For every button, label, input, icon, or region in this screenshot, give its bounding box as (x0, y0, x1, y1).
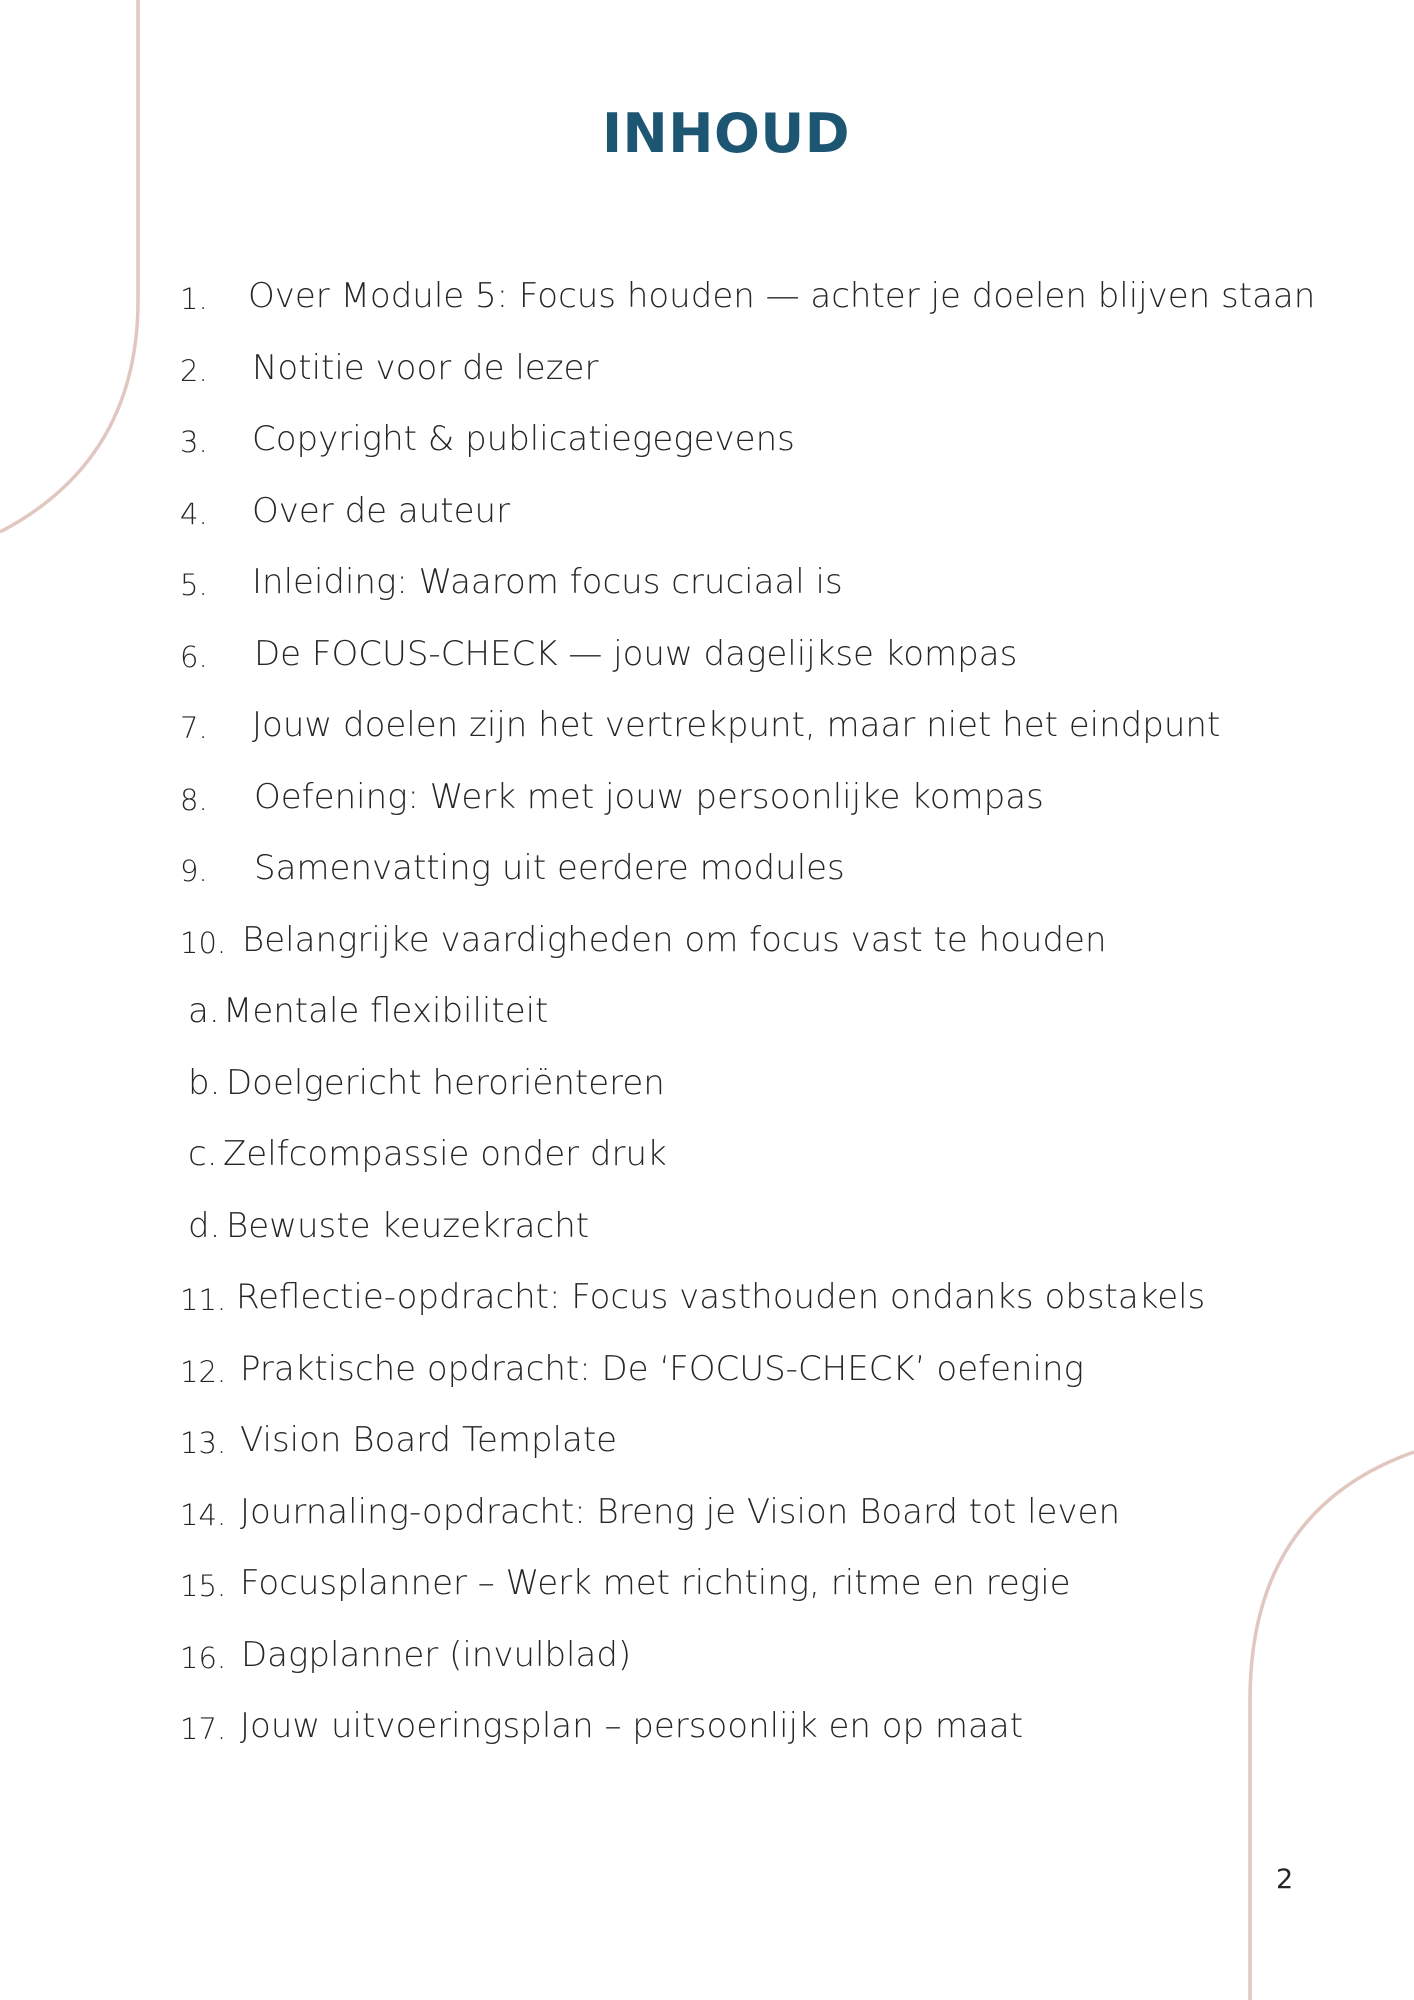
toc-number: 12. (180, 1354, 227, 1389)
toc-entry-11 (180, 1271, 1330, 1343)
toc-entry-6 (180, 628, 1330, 700)
toc-entry-14 (180, 1486, 1330, 1558)
table-of-contents (180, 270, 1330, 1772)
toc-subentry-c (180, 1128, 1330, 1200)
toc-subentry-d (180, 1200, 1330, 1272)
toc-number: 14. (180, 1497, 227, 1532)
toc-title: Zelfcompassie onder druk (223, 1134, 667, 1174)
toc-title: Praktische opdracht: De ‘FOCUS-CHECK’ oefening (240, 1348, 1084, 1389)
toc-entry-3 (180, 413, 1330, 485)
toc-title: Notitie voor de lezer (252, 347, 599, 388)
toc-title: Over de auteur (252, 490, 511, 531)
toc-entry-13 (180, 1414, 1330, 1486)
toc-number: c. (188, 1134, 218, 1174)
toc-number: 10. (180, 925, 227, 960)
toc-entry-7 (180, 699, 1330, 771)
toc-entry-9 (180, 842, 1330, 914)
toc-entry-2 (180, 342, 1330, 414)
toc-entry-1 (180, 270, 1330, 342)
toc-title: Bewuste keuzekracht (226, 1205, 590, 1246)
toc-title: Copyright & publicatiegegevens (252, 419, 795, 459)
toc-number: 3. (180, 425, 208, 459)
toc-entry-5 (180, 556, 1330, 628)
toc-number: 7. (180, 711, 208, 745)
toc-title: Journaling-opdracht: Breng je Vision Board tot leven (240, 1491, 1121, 1532)
toc-title: Dagplanner (invulblad) (241, 1634, 632, 1675)
toc-entry-8 (180, 771, 1330, 843)
toc-number: 11. (180, 1283, 227, 1317)
toc-title: Jouw uitvoeringsplan – persoonlijk en op maat (240, 1706, 1024, 1746)
toc-entry-10 (180, 914, 1330, 986)
toc-number: 16. (180, 1640, 227, 1675)
toc-title: Doelgericht heroriënteren (226, 1062, 665, 1103)
toc-title: Focusplanner – Werk met richting, ritme en regie (240, 1563, 1071, 1603)
top-left-arch-decoration (0, 0, 138, 532)
toc-number: 4. (180, 496, 208, 531)
toc-number: 1. (180, 282, 208, 316)
toc-title: Reflectie-opdracht: Focus vasthouden ondanks obstakels (236, 1277, 1206, 1317)
toc-number: a. (188, 991, 220, 1031)
toc-number: 9. (180, 854, 208, 888)
page-number: 2 (1276, 1864, 1294, 1895)
toc-number: 17. (180, 1712, 227, 1746)
page-title: INHOUD (601, 102, 851, 165)
toc-number: 6. (180, 639, 208, 674)
toc-title: Samenvatting uit eerdere modules (254, 848, 845, 888)
toc-title: Over Module 5: Focus houden — achter je doelen blijven staan (248, 276, 1316, 316)
toc-number: 8. (180, 782, 208, 817)
toc-number: d. (188, 1205, 221, 1246)
toc-title: Inleiding: Waarom focus cruciaal is (252, 562, 843, 602)
toc-subentry-b (180, 1057, 1330, 1129)
toc-entry-12 (180, 1343, 1330, 1415)
toc-number: 5. (180, 568, 208, 602)
toc-entry-17 (180, 1700, 1330, 1772)
toc-title: Jouw doelen zijn het vertrekpunt, maar niet het eindpunt (252, 705, 1221, 745)
toc-title: Oefening: Werk met jouw persoonlijke kompas (254, 776, 1044, 817)
toc-title: Vision Board Template (240, 1420, 618, 1460)
toc-number: 2. (180, 353, 208, 388)
toc-title: Mentale flexibiliteit (223, 991, 549, 1031)
toc-entry-15 (180, 1557, 1330, 1629)
toc-number: 15. (180, 1569, 227, 1603)
toc-number: b. (188, 1062, 221, 1103)
toc-number: 13. (180, 1426, 227, 1460)
toc-entry-16 (180, 1629, 1330, 1701)
toc-title: De FOCUS-CHECK — jouw dagelijkse kompas (254, 633, 1018, 674)
toc-entry-4 (180, 485, 1330, 557)
toc-title: Belangrijke vaardigheden om focus vast te houden (242, 919, 1107, 960)
toc-subentry-a (180, 985, 1330, 1057)
